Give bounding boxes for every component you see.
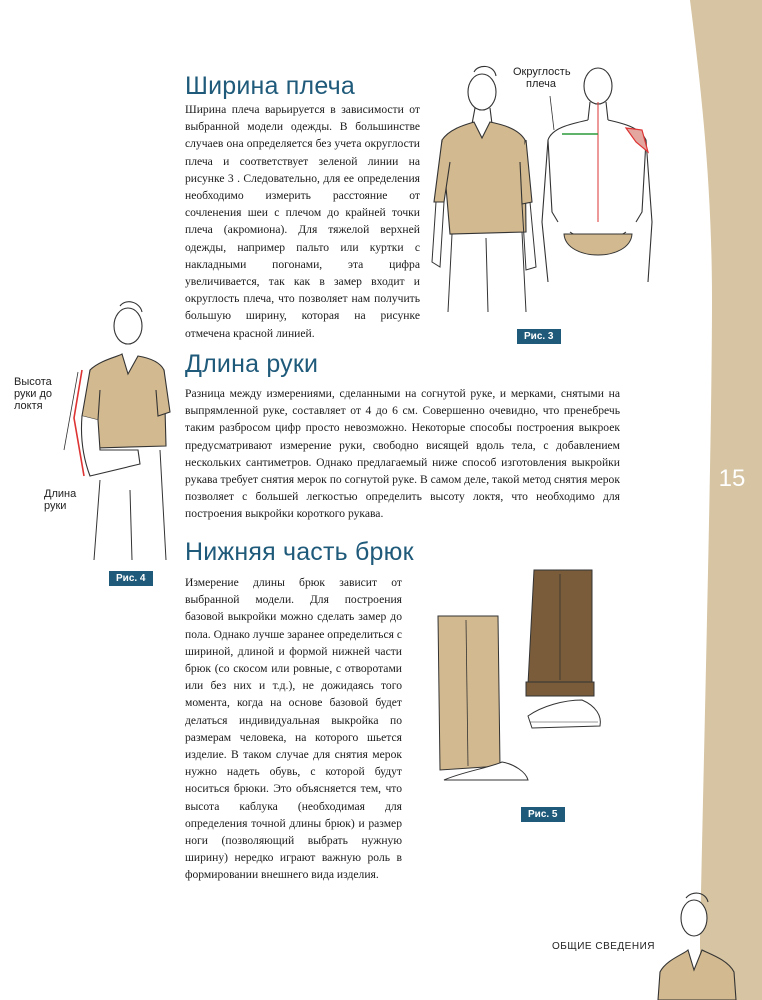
label-elbow-height: Высота руки до локтя xyxy=(14,376,53,412)
footer-portrait-illustration xyxy=(650,890,740,1000)
figure-4-illustration xyxy=(60,300,190,570)
page-number: 15 xyxy=(718,465,746,492)
figure-3-illustration xyxy=(430,62,660,322)
section-title-arm: Длина руки xyxy=(185,350,319,378)
footer-section-label: ОБЩИЕ СВЕДЕНИЯ xyxy=(552,941,655,952)
section-text-arm: Разница между измерениями, сделанными на согнутой руке, и мерками, снятыми на выпрямленной руке, составляет от 4 до 6 см. Совершенно очевидно, что пренебречь таким разбросом цифр просто невозможно. Некоторые способы построения выкроек предусматривают измерение руки, свободно висящей вдоль тела, с добавлением нескольких сантиметров. Однако предлагаемый ниже способ изготовления выкройки рукава требует снятия мерок по согнутой руке. В самом деле, такой метод снятия мерок позволяет с большей легкостью определить высоту локтя, что необходимо для построения выкройки короткого рукава. xyxy=(185,387,620,521)
figure-3-caption: Рис. 3 xyxy=(517,329,561,344)
section-text-shoulder: Ширина плеча варьируется в зависимости от выбранной модели одежды. В большинстве случаев она определяется без учета округлости плеча и соответствует зеленой линии на рисунке 3 . Следовательно, для ее определения необходимо измерить расстояние от сочленения шеи с плечом до крайней точки плеча (акромиона). Для тяжелой верхней одежды, например пальто или куртки с накладными погонами, эта цифра увеличивается, так как в замер входит и округлость плеча, что позволяет нам получить большую ширину, которая на рисунке отмечена красной линией. xyxy=(185,103,420,340)
label-arm-length: Длина руки xyxy=(44,488,77,512)
figure-4-caption: Рис. 4 xyxy=(109,571,153,586)
label-shoulder-roundness: Округлость плеча xyxy=(513,66,571,90)
figure-5-caption: Рис. 5 xyxy=(521,807,565,822)
section-title-trousers: Нижняя часть брюк xyxy=(185,538,414,566)
section-title-shoulder: Ширина плеча xyxy=(185,72,355,100)
figure-5-illustration xyxy=(432,566,612,796)
section-text-trousers: Измерение длины брюк зависит от выбранной модели. Для построения базовой выкройки можно сделать замер до пола. Однако лучше заранее определиться с шириной, длиной и формой нижней части брюк (со скосом или ровные, с отворотами или без них и т.д.), не дожидаясь того момента, когда на основе базовой будет делаться индивидуальная выкройка по размерам человека, на которого шьется изделие. В таком случае для снятия мерок нужно надеть обувь, с которой будут носиться брюки. Это объясняется тем, что высота каблука (необходимая для определения точной длины брюк) и размер ноги (позволяющий выбрать нужную ширину) нередко играют важную роль в формировании внешнего вида изделия. xyxy=(185,576,402,882)
